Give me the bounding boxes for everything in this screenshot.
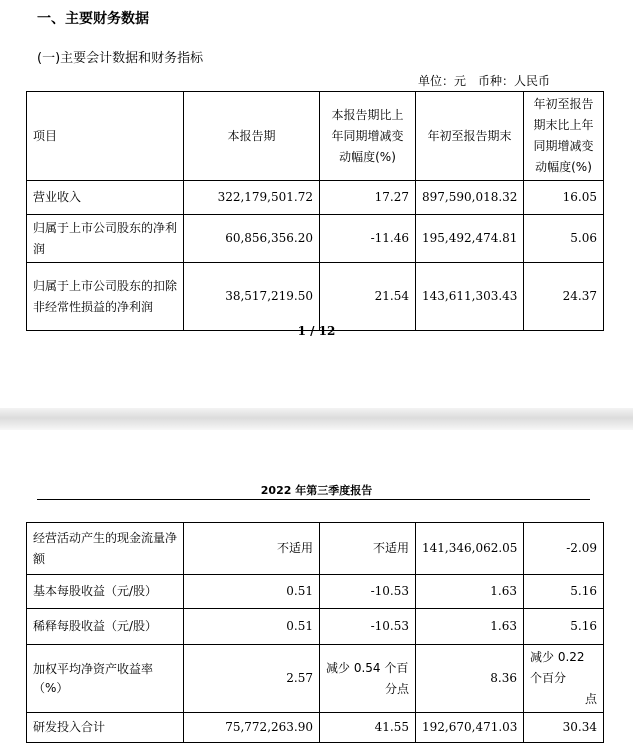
row-ytd: 8.36 — [416, 645, 524, 713]
header-item: 项目 — [27, 92, 184, 181]
row-ytd-change: 5.16 — [524, 609, 604, 645]
row-yoy: -11.46 — [320, 215, 416, 263]
row-ytd: 1.63 — [416, 575, 524, 609]
row-ytd-change-line1: 减少 0.22 个百分 — [530, 650, 585, 685]
table-row — [27, 713, 604, 743]
financial-table-page1 — [26, 91, 604, 331]
row-item: 营业收入 — [27, 181, 184, 215]
row-yoy: 17.27 — [320, 181, 416, 215]
page-break-separator — [0, 408, 633, 430]
report-header: 2022 年第三季度报告 — [260, 484, 373, 497]
section-title: 一、主要财务数据 — [37, 11, 149, 27]
row-ytd: 1.63 — [416, 609, 524, 645]
subsection-title: (一)主要会计数据和财务指标 — [37, 51, 204, 66]
row-ytd: 143,611,303.43 — [416, 263, 524, 331]
table-row — [27, 609, 604, 645]
row-current: 60,856,356.20 — [184, 215, 320, 263]
table-row — [27, 523, 604, 575]
row-ytd-change: 24.37 — [524, 263, 604, 331]
financial-table-page2 — [26, 522, 604, 743]
row-item: 归属于上市公司股东的净利润 — [27, 215, 184, 263]
row-item: 稀释每股收益（元/股） — [27, 609, 184, 645]
row-yoy: 41.55 — [320, 713, 416, 743]
header-yoy-change: 本报告期比上年同期增减变动幅度(%) — [320, 92, 416, 181]
row-ytd-change — [524, 645, 604, 713]
row-item: 研发投入合计 — [27, 713, 184, 743]
row-yoy: 21.54 — [320, 263, 416, 331]
report-header-rule — [37, 499, 590, 500]
row-yoy-line1: 减少 0.54 个百 — [326, 660, 409, 675]
table-row — [27, 181, 604, 215]
header-current-period: 本报告期 — [184, 92, 320, 181]
row-ytd-change: 16.05 — [524, 181, 604, 215]
row-ytd: 141,346,062.05 — [416, 523, 524, 575]
row-item: 加权平均净资产收益率（%） — [27, 645, 184, 713]
row-ytd-change: -2.09 — [524, 523, 604, 575]
header-ytd-change: 年初至报告期末比上年同期增减变动幅度(%) — [524, 92, 604, 181]
row-ytd-change: 5.16 — [524, 575, 604, 609]
table-row — [27, 575, 604, 609]
table-header-row — [27, 92, 604, 181]
row-current: 不适用 — [184, 523, 320, 575]
row-ytd: 195,492,474.81 — [416, 215, 524, 263]
row-ytd-change: 5.06 — [524, 215, 604, 263]
table-row — [27, 645, 604, 713]
row-yoy: -10.53 — [320, 609, 416, 645]
row-current: 0.51 — [184, 575, 320, 609]
row-yoy: -10.53 — [320, 575, 416, 609]
row-current: 0.51 — [184, 609, 320, 645]
row-current: 322,179,501.72 — [184, 181, 320, 215]
table-row — [27, 215, 604, 263]
row-yoy — [320, 645, 416, 713]
row-item: 基本每股收益（元/股） — [27, 575, 184, 609]
row-item: 经营活动产生的现金流量净额 — [27, 523, 184, 575]
row-ytd-change-line2: 点 — [584, 692, 597, 706]
row-ytd-change: 30.34 — [524, 713, 604, 743]
row-current: 75,772,263.90 — [184, 713, 320, 743]
unit-currency-line: 单位：元 币种：人民币 — [418, 74, 551, 88]
row-yoy-line2: 分点 — [384, 681, 409, 696]
row-ytd: 897,590,018.32 — [416, 181, 524, 215]
row-item: 归属于上市公司股东的扣除非经常性损益的净利润 — [27, 263, 184, 331]
row-ytd: 192,670,471.03 — [416, 713, 524, 743]
header-ytd: 年初至报告期末 — [416, 92, 524, 181]
table-row — [27, 263, 604, 331]
row-yoy: 不适用 — [320, 523, 416, 575]
row-current: 38,517,219.50 — [184, 263, 320, 331]
page-number: 1 / 12 — [297, 324, 336, 338]
row-current: 2.57 — [184, 645, 320, 713]
